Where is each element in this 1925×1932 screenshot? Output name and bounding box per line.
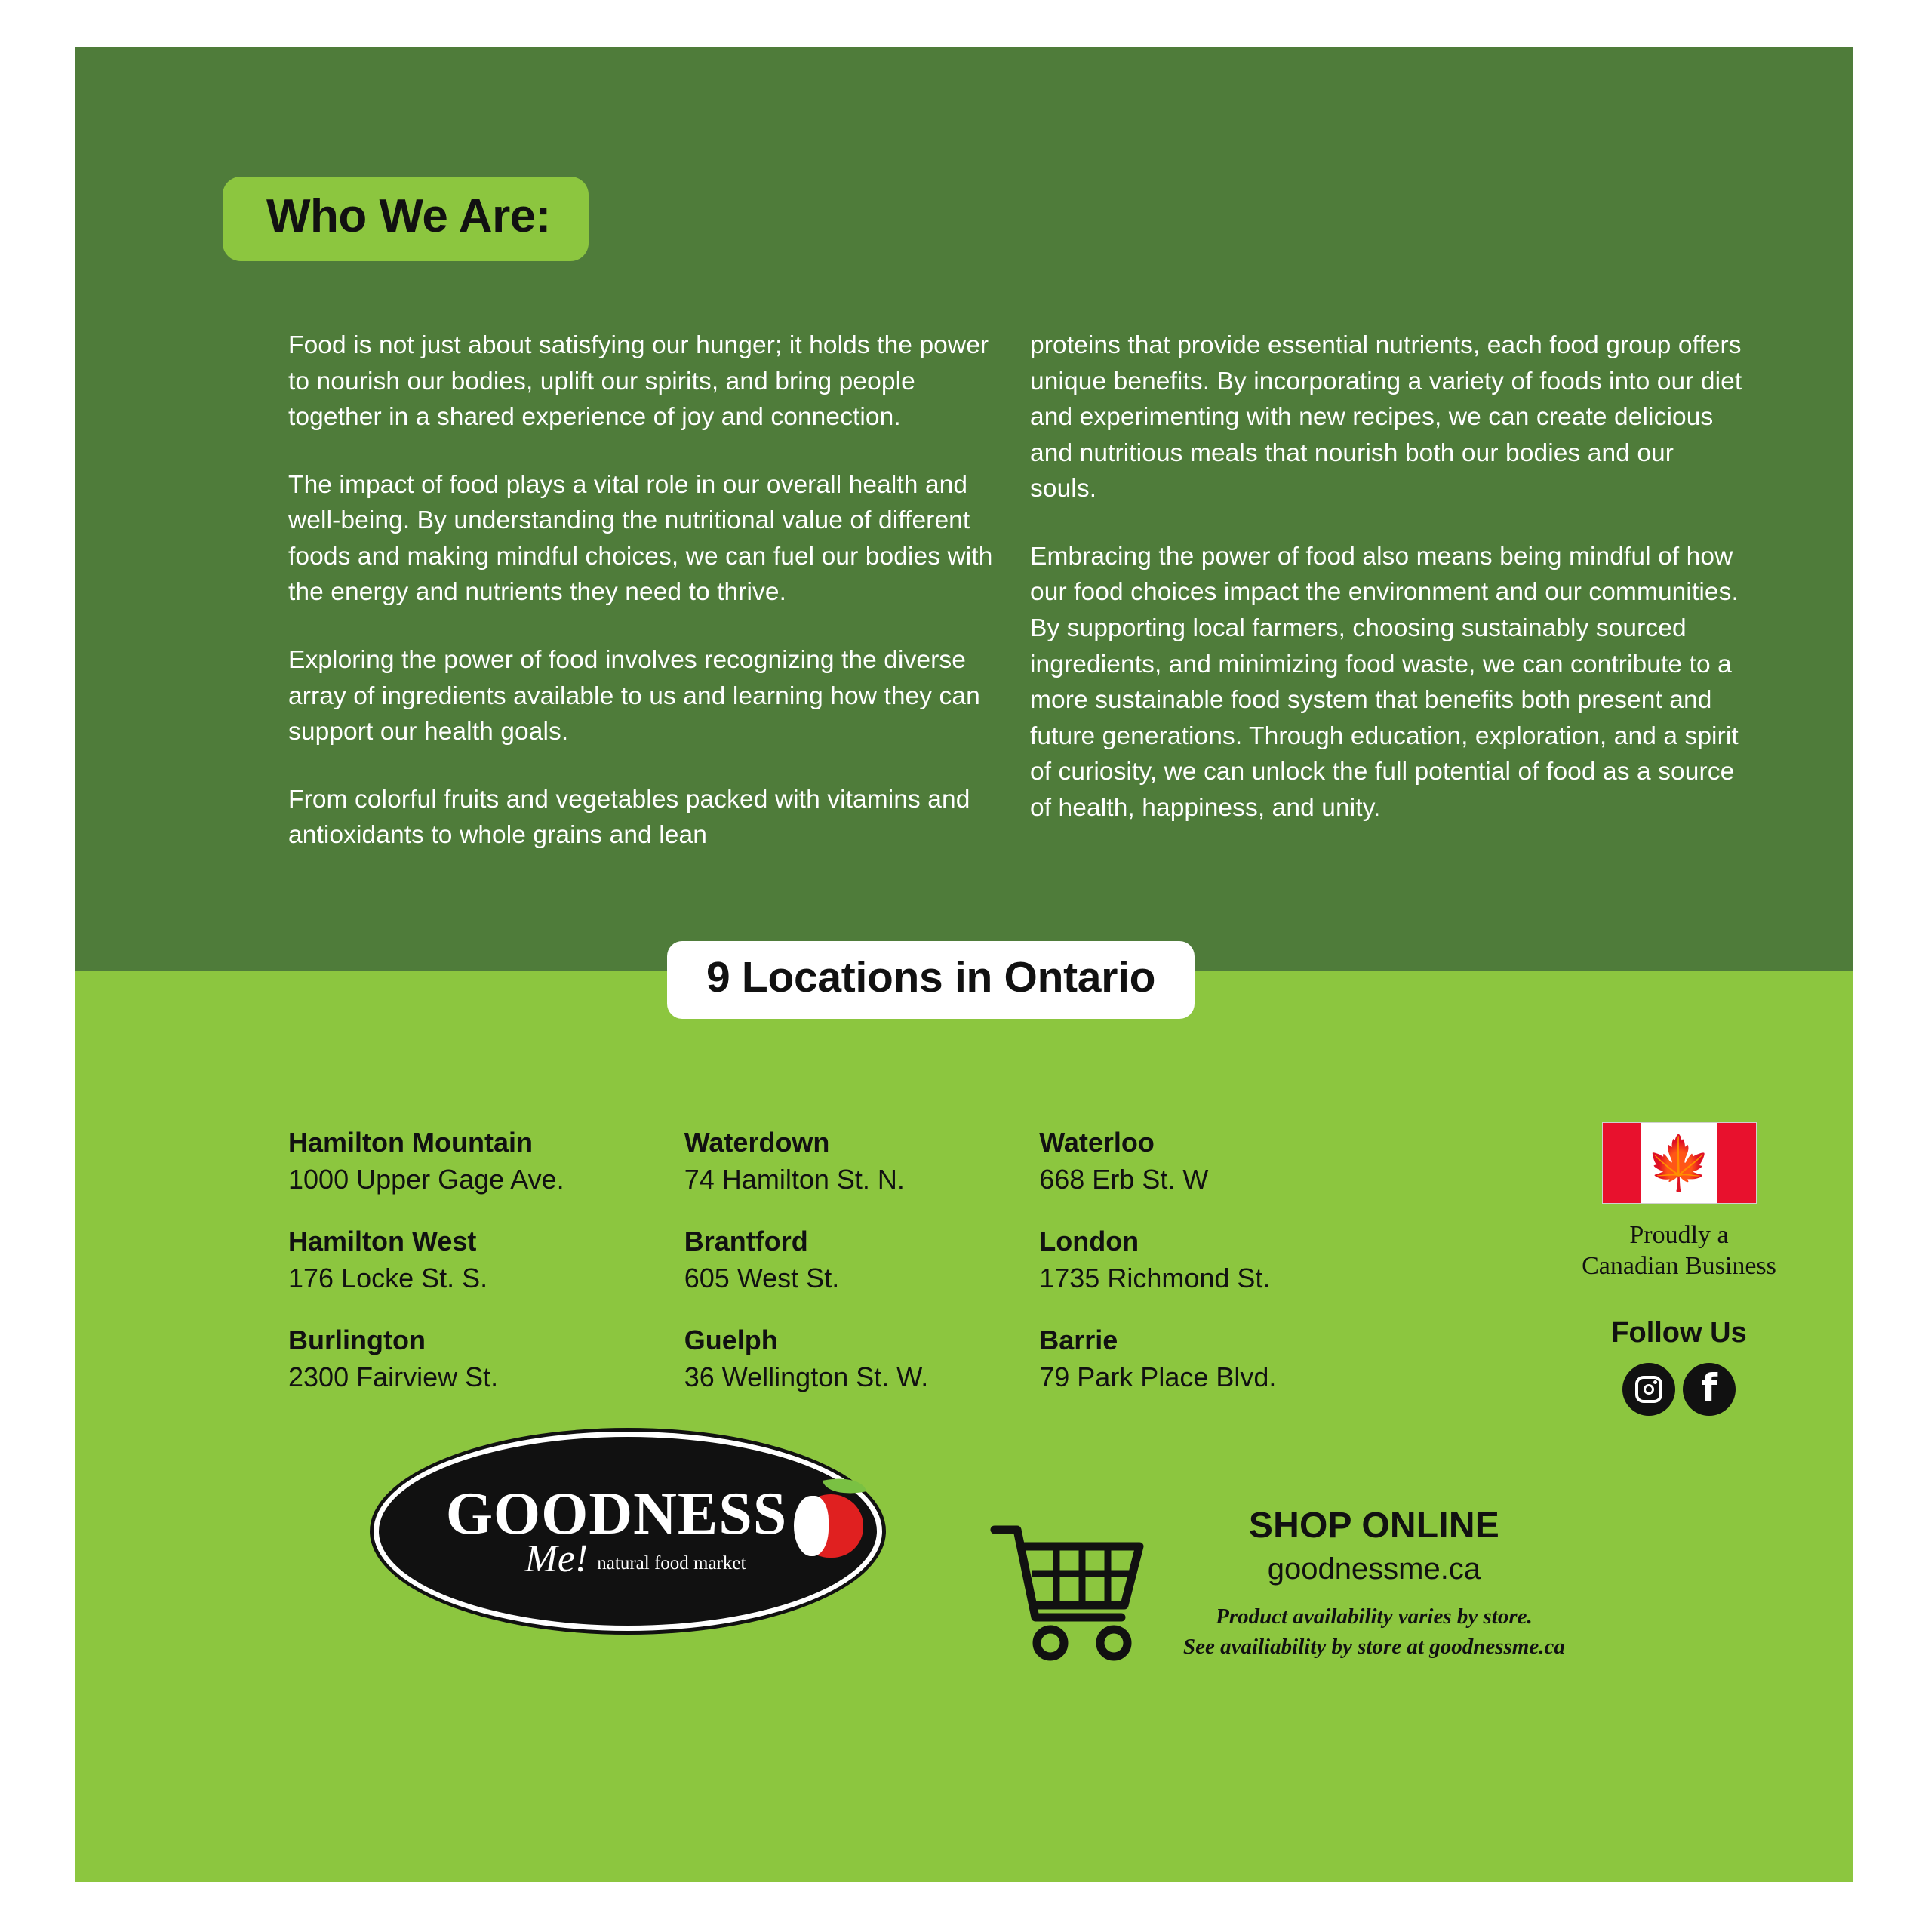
facebook-glyph: f <box>1701 1365 1717 1410</box>
list-item[interactable] <box>1039 1126 1435 1196</box>
store-address: 1735 Richmond St. <box>1039 1262 1271 1294</box>
caption-line-1: Proudly a <box>1629 1221 1729 1249</box>
store-name: Waterdown <box>684 1127 830 1158</box>
paragraph: The impact of food plays a vital role in our overall health and well-being. By understanding the nutritional value of different foods and making mindful choices, we can fuel our bodies with the energy and nutrients they need to thrive. <box>288 470 993 607</box>
shop-online-block <box>989 1507 1565 1668</box>
paragraph: Exploring the power of food involves recognizing the diverse array of ingredients available to us and learning how they can support our health goals. <box>288 645 980 746</box>
shop-online-text <box>1183 1507 1565 1662</box>
store-name: Hamilton Mountain <box>288 1127 533 1158</box>
logo-subline <box>524 1537 746 1580</box>
who-we-are-column-left <box>288 328 1001 854</box>
store-list <box>288 1126 1435 1423</box>
store-name: Guelph <box>684 1324 778 1355</box>
store-address: 2300 Fairview St. <box>288 1361 499 1392</box>
follow-us-label: Follow Us <box>1611 1316 1747 1349</box>
goodness-me-logo <box>374 1432 882 1631</box>
apple-icon <box>792 1476 868 1559</box>
canadian-business-block <box>1554 1122 1804 1416</box>
logo-wordmark: GOODNESS <box>445 1481 788 1547</box>
list-item[interactable] <box>684 1324 1039 1394</box>
locations-banner-label: 9 Locations in Ontario <box>706 953 1156 1001</box>
store-address: 176 Locke St. S. <box>288 1262 488 1294</box>
social-links <box>1554 1363 1804 1416</box>
paragraph: Food is not just about satisfying our hunger; it holds the power to nourish our bodies, uplift our spirits, and bring people together in a shared experience of joy and connection. <box>288 331 989 432</box>
store-name: London <box>1039 1225 1139 1257</box>
list-item[interactable] <box>1039 1225 1435 1295</box>
note-line-2: See availiability by store at goodnessme.ca <box>1183 1634 1565 1659</box>
paragraph: From colorful fruits and vegetables packed with vitamins and antioxidants to whole grains and lean <box>288 785 970 850</box>
flyer-page <box>75 47 1853 1882</box>
canadian-flag-icon <box>1602 1122 1757 1204</box>
shop-online-note <box>1183 1602 1565 1661</box>
shopping-cart-icon <box>989 1521 1147 1668</box>
store-name: Brantford <box>684 1225 808 1257</box>
store-address: 36 Wellington St. W. <box>684 1361 929 1392</box>
list-item[interactable] <box>288 1324 684 1394</box>
instagram-icon[interactable] <box>1622 1363 1675 1416</box>
who-we-are-heading: Who We Are: <box>266 190 551 242</box>
list-item[interactable] <box>288 1225 684 1295</box>
store-address: 79 Park Place Blvd. <box>1039 1361 1277 1392</box>
logo-tagline: natural food market <box>597 1553 746 1574</box>
store-name: Hamilton West <box>288 1225 477 1257</box>
locations-banner <box>667 941 1195 1019</box>
logo-script: Me! <box>524 1537 589 1580</box>
caption-line-2: Canadian Business <box>1582 1251 1776 1280</box>
store-column-3 <box>1039 1126 1435 1423</box>
store-name: Burlington <box>288 1324 426 1355</box>
store-address: 74 Hamilton St. N. <box>684 1163 905 1195</box>
list-item[interactable] <box>288 1126 684 1196</box>
store-name: Waterloo <box>1039 1127 1155 1158</box>
instagram-glyph <box>1635 1376 1662 1403</box>
list-item[interactable] <box>684 1126 1039 1196</box>
store-address: 1000 Upper Gage Ave. <box>288 1163 564 1195</box>
who-we-are-section <box>75 47 1853 971</box>
canadian-business-caption <box>1554 1220 1804 1282</box>
list-item[interactable] <box>684 1225 1039 1295</box>
shop-online-url[interactable]: goodnessme.ca <box>1267 1552 1481 1586</box>
store-address: 605 West St. <box>684 1262 840 1294</box>
maple-leaf-icon: 🍁 <box>1646 1134 1712 1192</box>
paragraph: proteins that provide essential nutrients, each food group offers unique benefits. By incorporating a variety of foods into our diet and experimenting with new recipes, we can create delicious and nutritious meals that nourish both our bodies and our souls. <box>1030 331 1742 503</box>
store-column-2 <box>684 1126 1039 1423</box>
note-line-1: Product availability varies by store. <box>1216 1604 1533 1629</box>
flag-right-band <box>1717 1123 1756 1203</box>
apple-body <box>798 1494 863 1558</box>
locations-section <box>75 971 1853 1882</box>
who-we-are-column-right <box>1030 328 1743 854</box>
who-we-are-badge <box>223 177 589 261</box>
store-address: 668 Erb St. W <box>1039 1163 1209 1195</box>
flag-center <box>1641 1123 1717 1203</box>
paragraph: Embracing the power of food also means being mindful of how our food choices impact the environment and our communities. By supporting local farmers, choosing sustainably sourced ingredients, and minimizing food waste, we can contribute to a more sustainable food system that benefits both present and future generations. Through education, exploration, and a spirit of curiosity, we can unlock the full potential of food as a source of health, happiness, and unity. <box>1030 542 1739 822</box>
store-name: Barrie <box>1039 1324 1118 1355</box>
list-item[interactable] <box>1039 1324 1435 1394</box>
shop-online-title: SHOP ONLINE <box>1248 1506 1499 1546</box>
store-column-1 <box>288 1126 684 1423</box>
who-we-are-body <box>288 328 1745 854</box>
flag-left-band <box>1603 1123 1641 1203</box>
facebook-icon[interactable] <box>1683 1363 1736 1416</box>
